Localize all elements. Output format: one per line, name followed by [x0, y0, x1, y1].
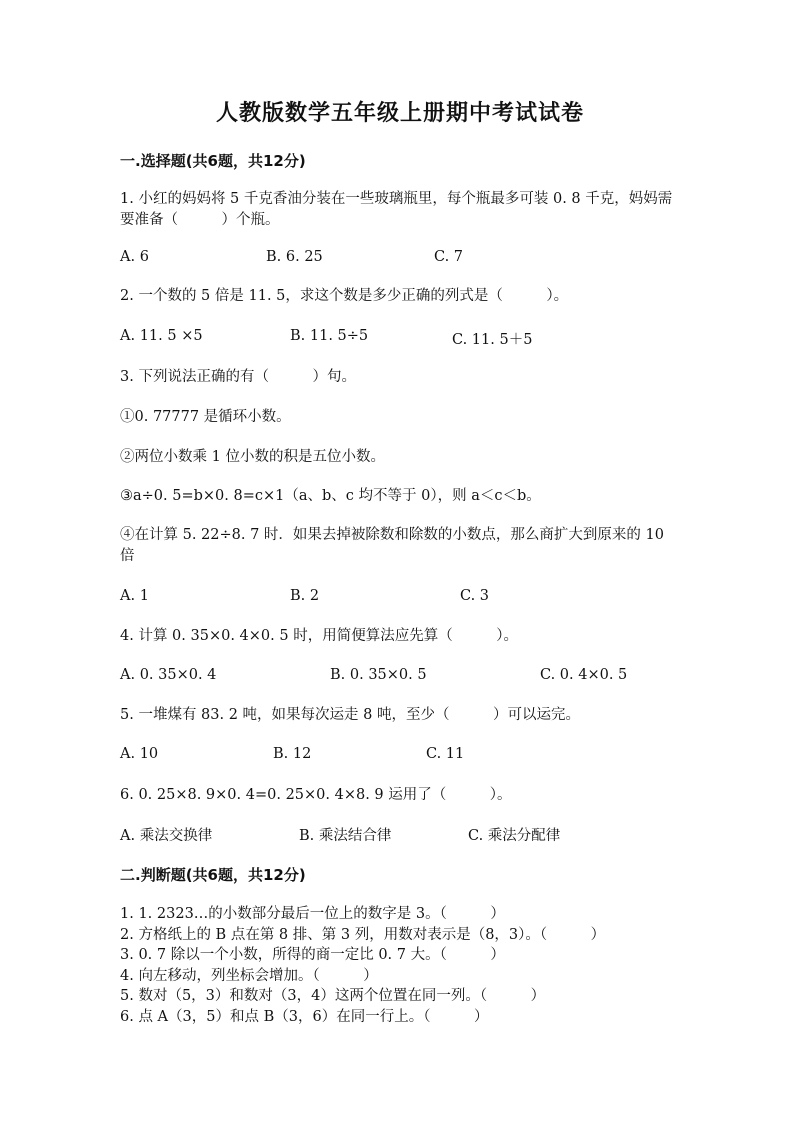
statement-item: ③a÷0. 5=b×0. 8=c×1（a、b、c 均不等于 0），则 a＜c＜b。	[120, 488, 541, 504]
option-b: B. 0. 35×0. 5	[330, 667, 427, 683]
judge-list	[120, 904, 700, 1027]
section-heading-choice: 一.选择题(共6题，共12分)	[120, 152, 306, 170]
option-a: A. 10	[120, 746, 159, 762]
option-a: A. 6	[120, 249, 149, 265]
statement-item: ④在计算 5. 22÷8. 7 时．如果去掉被除数和除数的小数点，那么商扩大到原来的 10 倍	[120, 527, 664, 564]
question-text: 4. 计算 0. 35×0. 4×0. 5 时，用简便算法应先算（ ）。	[120, 628, 518, 644]
option-c: C. 11. 5＋5	[452, 332, 533, 348]
option-c: C. 3	[460, 588, 490, 604]
option-a: A. 1	[120, 588, 149, 604]
option-b: B. 6. 25	[266, 249, 323, 265]
option-b: B. 11. 5÷5	[290, 328, 369, 344]
list-item: 6. 点 A（3，5）和点 B（3，6）在同一行上。（ ）	[120, 1008, 489, 1025]
question-text: 2. 一个数的 5 倍是 11. 5，求这个数是多少正确的列式是（ ）。	[120, 288, 569, 304]
question-text: 1. 小红的妈妈将 5 千克香油分装在一些玻璃瓶里，每个瓶最多可装 0. 8 千克，妈妈需要准备（ ）个瓶。	[120, 191, 673, 228]
option-c: C. 7	[434, 249, 464, 265]
option-c: C. 0. 4×0. 5	[540, 667, 628, 683]
list-item: 2. 方格纸上的 B 点在第 8 排、第 3 列，用数对表示是（8，3）。（ ）	[120, 926, 606, 943]
list-item: 5. 数对（5，3）和数对（3，4）这两个位置在同一列。（ ）	[120, 988, 546, 1004]
page-title: 人教版数学五年级上册期中考试试卷	[215, 100, 584, 126]
question-text: 6. 0. 25×8. 9×0. 4=0. 25×0. 4×8. 9 运用了（ ）。	[120, 787, 512, 803]
option-c: C. 11	[426, 746, 465, 762]
section-heading-judge: 二.判断题(共6题，共12分)	[120, 866, 306, 884]
option-a: A. 11. 5 ×5	[120, 328, 203, 344]
statement-item: ②两位小数乘 1 位小数的积是五位小数。	[120, 449, 385, 465]
option-a: A. 乘法交换律	[120, 828, 213, 844]
question-text: 5. 一堆煤有 83. 2 吨，如果每次运走 8 吨，至少（ ）可以运完。	[120, 707, 580, 723]
option-b: B. 2	[290, 588, 320, 604]
question-text: 3. 下列说法正确的有（ ）句。	[120, 369, 356, 385]
list-item: 3. 0. 7 除以一个小数，所得的商一定比 0. 7 大。（ ）	[120, 947, 505, 963]
statement-item: ①0. 77777 是循环小数。	[120, 409, 291, 425]
list-item: 4. 向左移动，列坐标会增加。（ ）	[120, 967, 378, 984]
option-c: C. 乘法分配律	[468, 828, 561, 844]
list-item: 1. 1. 2323…的小数部分最后一位上的数字是 3。（ ）	[120, 906, 505, 922]
option-b: B. 12	[273, 746, 312, 762]
option-b: B. 乘法结合律	[299, 828, 392, 844]
option-a: A. 0. 35×0. 4	[120, 667, 217, 683]
